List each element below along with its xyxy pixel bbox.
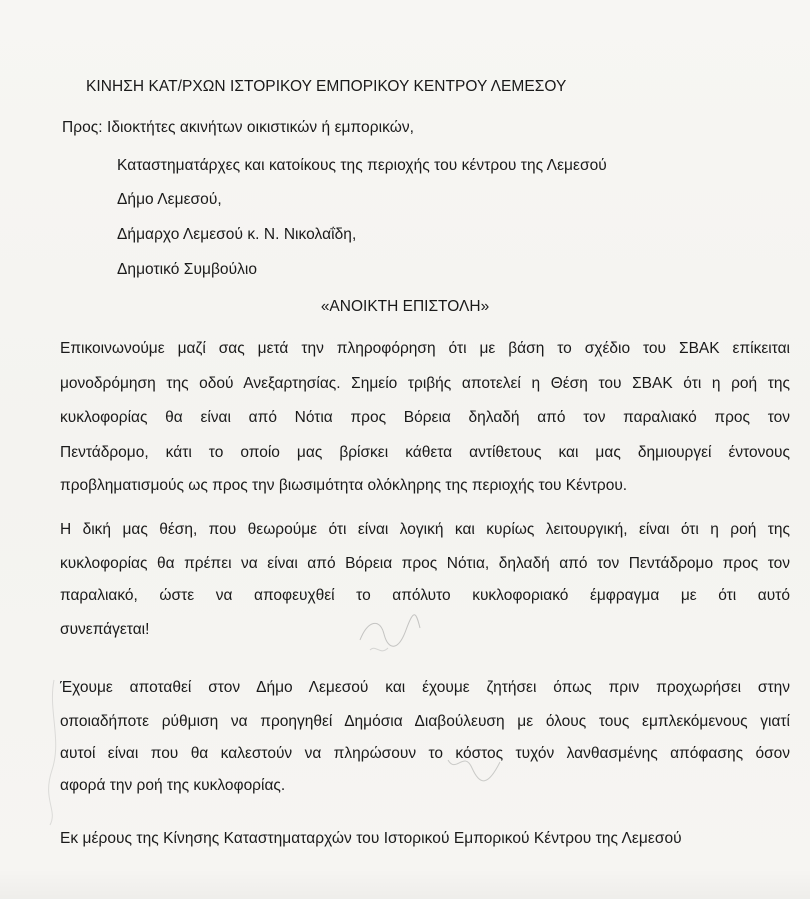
paragraph-2-line-4: συνεπάγεται! — [60, 621, 150, 638]
letter-title: «ΑΝΟΙΚΤΗ ΕΠΙΣΤΟΛΗ» — [320, 298, 490, 315]
paragraph-1-line-4: Πεντάδρομο, κάτι το οποίο μας βρίσκει κάθετα αντίθετους και μας δημιουργεί έντονους — [60, 444, 790, 461]
recipient-line-5: Δημοτικό Συμβούλιο — [117, 261, 258, 278]
paragraph-2-line-3: παραλιακό, ώστε να αποφευχθεί το απόλυτο κυκλοφοριακό έμφραγμα με ότι αυτό — [60, 587, 790, 604]
paragraph-3-line-4: αφορά την ροή της κυκλοφορίας. — [60, 777, 286, 794]
paragraph-3-line-2: οποιαδήποτε ρύθμιση να προηγηθεί Δημόσια Διαβούλευση με όλους τους εμπλεκόμενους γιατί — [60, 713, 790, 730]
paragraph-2-line-2: κυκλοφορίας θα πρέπει να είναι από Βόρεια προς Νότια, δηλαδή από τον Πεντάδρομο προς τον — [60, 555, 790, 572]
recipient-line-4: Δήμαρχο Λεμεσού κ. Ν. Νικολαΐδη, — [117, 226, 357, 243]
recipient-line-1: Προς: Ιδιοκτήτες ακινήτων οικιστικών ή εμπορικών, — [62, 119, 415, 136]
paragraph-1-line-5: προβληματισμούς ως προς την βιωσιμότητα ολόκληρης της περιοχής του Κέντρου. — [60, 477, 628, 494]
recipient-line-3: Δήμο Λεμεσού, — [117, 191, 222, 208]
paragraph-2-line-1: Η δική μας θέση, που θεωρούμε ότι είναι λογική και κυρίως λειτουργική, είναι ότι η ροή της — [60, 521, 790, 538]
page-bottom-shadow — [0, 869, 810, 899]
paragraph-3-line-3: αυτοί είναι που θα καλεστούν να πληρώσουν το κόστος τυχόν λανθασμένης απόφασης όσον — [60, 745, 790, 762]
paragraph-3-line-1: Έχουμε αποταθεί στον Δήμο Λεμεσού και έχουμε ζητήσει όπως πριν προχωρήσει στην — [60, 679, 790, 696]
signature-line: Εκ μέρους της Κίνησης Καταστηματαρχών του Ιστορικού Εμπορικού Κέντρου της Λεμεσού — [60, 830, 682, 847]
organization-header: ΚΙΝΗΣΗ ΚΑΤ/ΡΧΩΝ ΙΣΤΟΡΙΚΟΥ ΕΜΠΟΡΙΚΟΥ ΚΕΝΤΡΟΥ ΛΕΜΕΣΟΥ — [86, 78, 567, 95]
recipient-line-2: Καταστηματάρχες και κατοίκους της περιοχής του κέντρου της Λεμεσού — [117, 157, 607, 174]
paragraph-1-line-2: μονοδρόμηση της οδού Ανεξαρτησίας. Σημείο τριβής αποτελεί η Θέση του ΣΒΑΚ ότι η ροή της — [60, 375, 790, 392]
paragraph-1-line-3: κυκλοφορίας θα είναι από Νότια προς Βόρεια δηλαδή από τον παραλιακό προς τον — [60, 409, 790, 426]
paragraph-1-line-1: Επικοινωνούμε μαζί σας μετά την πληροφόρηση ότι με βάση το σχέδιο του ΣΒΑΚ επίκειται — [60, 340, 790, 357]
